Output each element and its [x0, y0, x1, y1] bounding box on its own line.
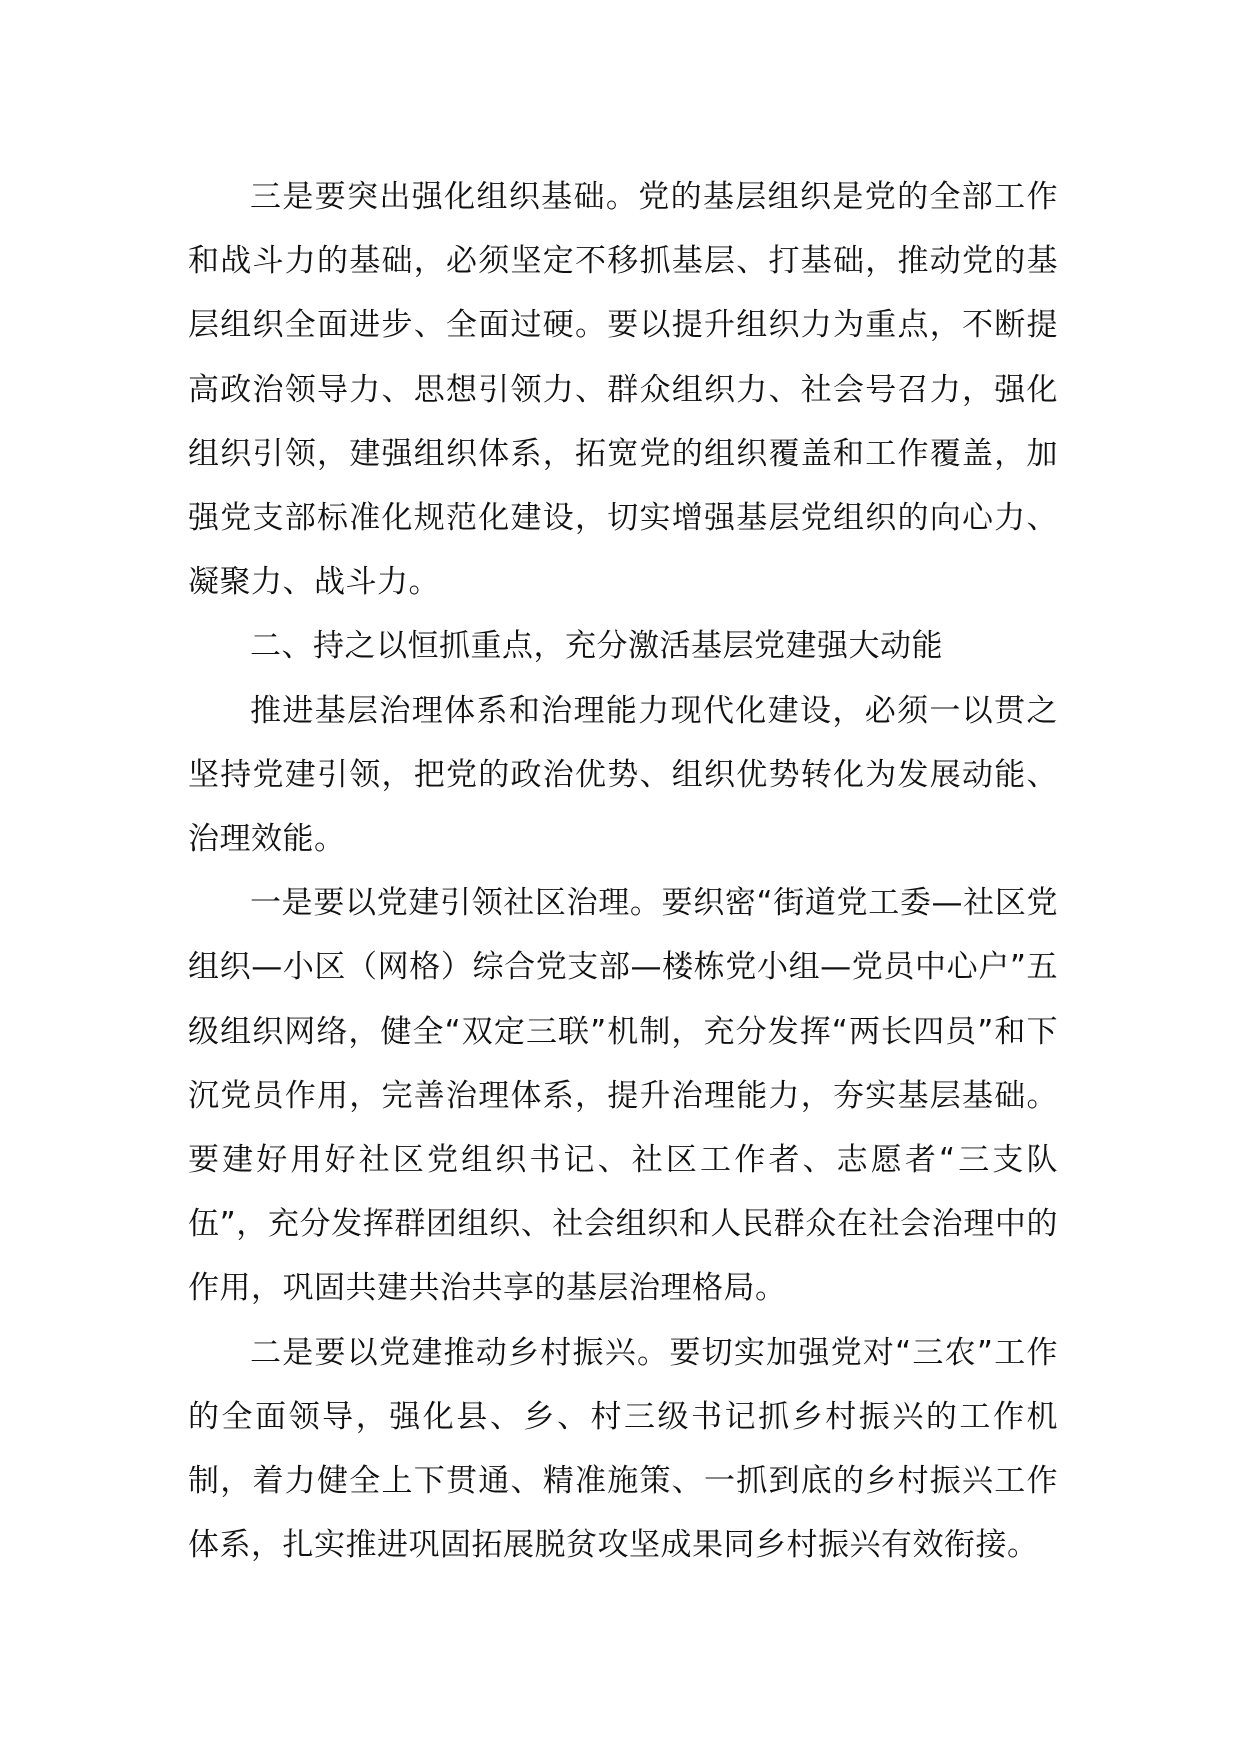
section-heading-two: 二、持之以恒抓重点，充分激活基层党建强大动能	[250, 628, 943, 665]
document-body	[188, 165, 1058, 1577]
paragraph-community-governance: 一是要以党建引领社区治理。要织密“街道党工委—社区党组织—小区（网格）综合党支部—楼栋党小组—党员中心户”五级组织网络，健全“双定三联”机制，充分发挥“两长四员”和下沉党员作用，完善治理体系，提升治理能力，夯实基层基础。要建好用好社区党组织书记、社区工作者、志愿者“三支队伍”，充分发挥群团组织、社会组织和人民群众在社会治理中的作用，巩固共建共治共享的基层治理格局。	[188, 885, 1058, 1307]
paragraph-rural-revitalization: 二是要以党建推动乡村振兴。要切实加强党对“三农”工作的全面领导，强化县、乡、村三级书记抓乡村振兴的工作机制，着力健全上下贯通、精准施策、一抓到底的乡村振兴工作体系，扎实推进巩固拓展脱贫攻坚成果同乡村振兴有效衔接。	[188, 1334, 1058, 1564]
paragraph-governance-modernization: 推进基层治理体系和治理能力现代化建设，必须一以贯之坚持党建引领，把党的政治优势、组织优势转化为发展动能、治理效能。	[188, 692, 1058, 858]
paragraph-organization-foundation: 三是要突出强化组织基础。党的基层组织是党的全部工作和战斗力的基础，必须坚定不移抓基层、打基础，推动党的基层组织全面进步、全面过硬。要以提升组织力为重点，不断提高政治领导力、思想引领力、群众组织力、社会号召力，强化组织引领，建强组织体系，拓宽党的组织覆盖和工作覆盖，加强党支部标准化规范化建设，切实增强基层党组织的向心力、凝聚力、战斗力。	[188, 179, 1058, 601]
